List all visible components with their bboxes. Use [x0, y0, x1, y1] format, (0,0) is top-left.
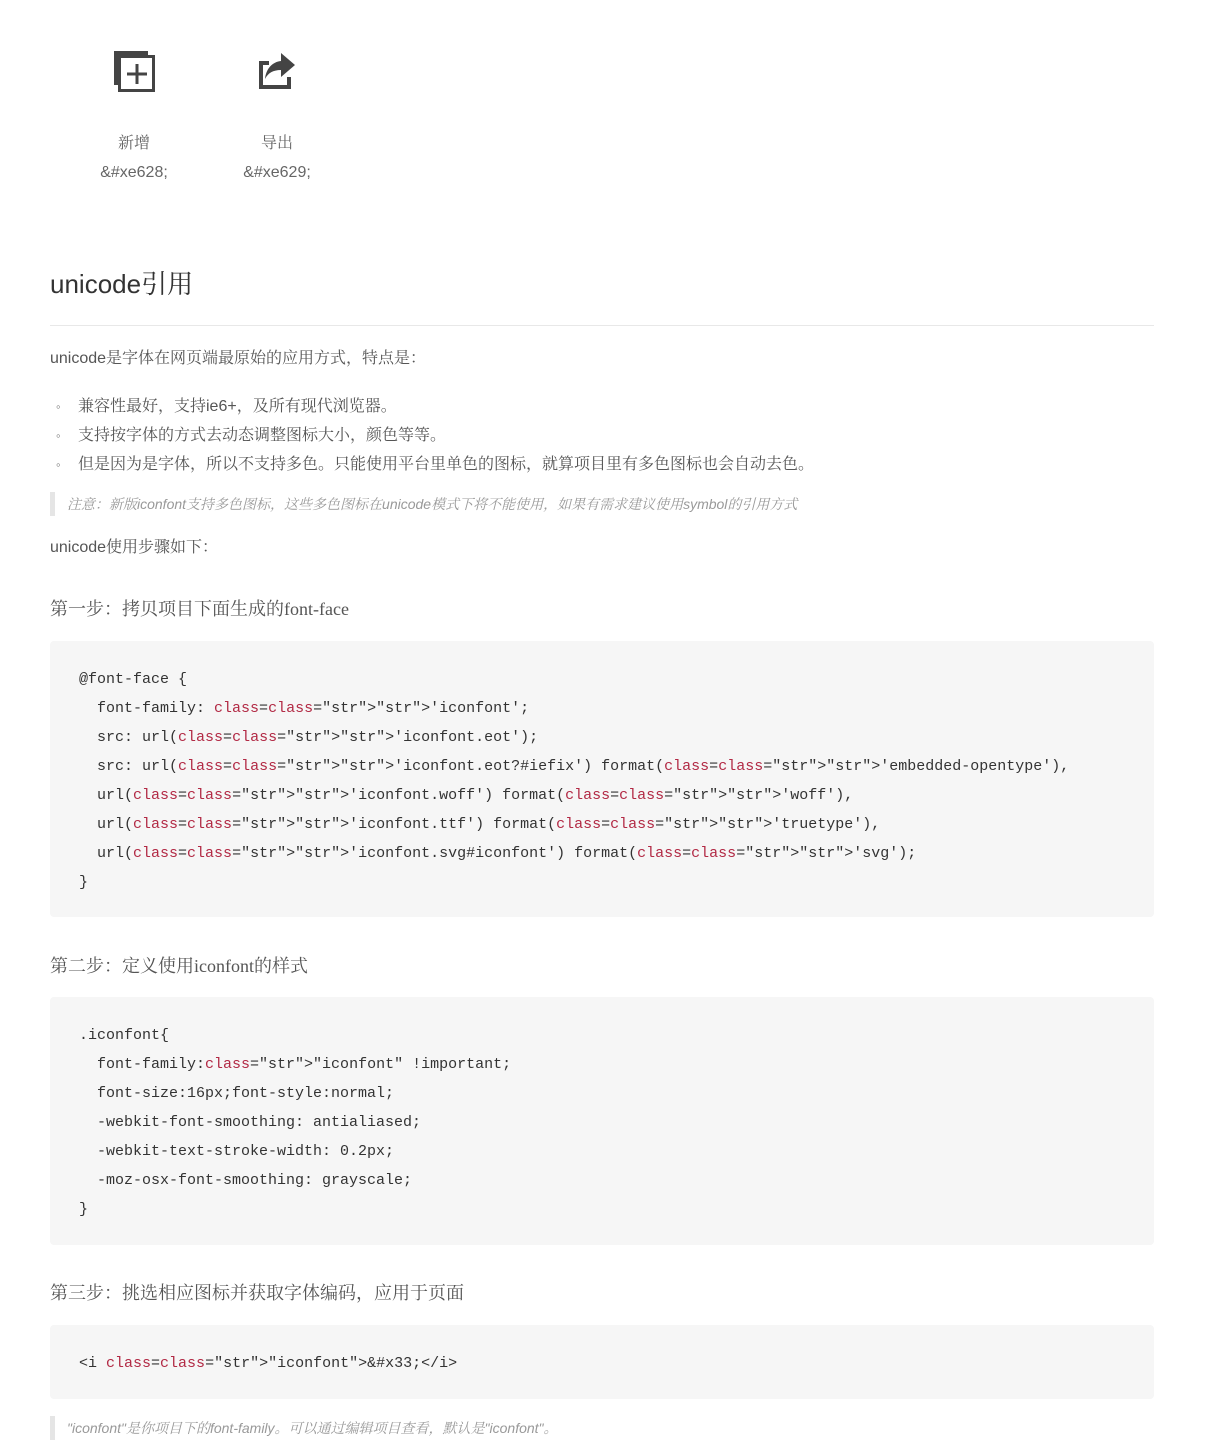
icon-card-add[interactable] — [64, 40, 204, 183]
code-line — [79, 839, 1154, 868]
code-text: font-family: class=class="str">"str">'iconfont'; — [79, 700, 530, 717]
list-item — [50, 421, 814, 450]
feature-list — [50, 392, 814, 479]
list-item — [50, 392, 814, 421]
icon-name: 新增 — [117, 135, 150, 152]
section-divider — [50, 325, 1154, 326]
fontface-code-block[interactable] — [50, 641, 1154, 917]
step-2-heading: 第二步：定义使用iconfont的样式 — [50, 956, 308, 976]
list-item-text: 支持按字体的方式去动态调整图标大小，颜色等等。 — [78, 427, 447, 444]
multicolor-note: 注意：新版iconfont支持多色图标，这些多色图标在unicode模式下将不能使用，如果有需求建议使用symbol的引用方式 — [50, 492, 797, 516]
code-text: url(class=class="str">"str">'iconfont.woff') format(class=class="str">"str">'woff'), — [79, 787, 854, 804]
code-text: url(class=class="str">"str">'iconfont.ttf') format(class=class="str">"str">'truetype'), — [79, 816, 881, 833]
code-line: -webkit-text-stroke-width: 0.2px; — [79, 1143, 395, 1160]
code-text: src: url(class=class="str">"str">'iconfont.eot?#iefix') format(class=class="str">"str">'embedded-opentype'), — [79, 758, 1070, 775]
code-line: font-size:16px;font-style:normal; — [79, 1085, 395, 1102]
icon-code: &#xe629; — [243, 164, 311, 181]
usage-code-block[interactable] — [50, 1325, 1154, 1399]
step-3-heading: 第三步：挑选相应图标并获取字体编码，应用于页面 — [50, 1283, 464, 1303]
code-line: .iconfont{ — [79, 1027, 170, 1044]
steps-intro: unicode使用步骤如下： — [50, 539, 219, 556]
section-title: unicode引用 — [50, 269, 194, 299]
list-item-text: 兼容性最好，支持ie6+，及所有现代浏览器。 — [78, 398, 397, 415]
bullet-mark: ◦ — [56, 399, 61, 414]
code-text: font-family:class="str">"iconfont" !important; — [79, 1056, 512, 1073]
icon-card-export[interactable] — [207, 40, 347, 183]
step-1-heading: 第一步：拷贝项目下面生成的font-face — [50, 599, 349, 619]
code-line — [79, 781, 1154, 810]
code-line — [79, 723, 1154, 752]
style-code-block[interactable] — [50, 997, 1154, 1245]
code-text: src: url(class=class="str">"str">'iconfont.eot'); — [79, 729, 539, 746]
code-text: url(class=class="str">"str">'iconfont.svg#iconfont') format(class=class="str">"str">'svg'); — [79, 845, 917, 862]
bullet-mark: ◦ — [56, 457, 61, 472]
list-item-text: 但是因为是字体，所以不支持多色。只能使用平台里单色的图标，就算项目里有多色图标也会自动去色。 — [78, 456, 815, 473]
code-line — [79, 810, 1154, 839]
code-line — [79, 1050, 1154, 1079]
intro-paragraph: unicode是字体在网页端最原始的应用方式，特点是： — [50, 350, 427, 367]
code-line — [79, 752, 1154, 781]
code-line: -moz-osx-font-smoothing: grayscale; — [79, 1172, 413, 1189]
code-line: } — [79, 1201, 89, 1218]
bullet-mark: ◦ — [56, 428, 61, 443]
icon-grid — [64, 40, 364, 200]
add-icon — [64, 40, 204, 102]
code-text: <i class=class="str">"iconfont">&#x33;</i> — [79, 1355, 458, 1372]
list-item — [50, 450, 814, 479]
font-family-note: "iconfont"是你项目下的font-family。可以通过编辑项目查看，默认是"iconfont"。 — [50, 1416, 558, 1440]
code-line — [79, 694, 1154, 723]
code-line: @font-face { — [79, 671, 188, 688]
icon-code: &#xe628; — [100, 164, 168, 181]
code-line: -webkit-font-smoothing: antialiased; — [79, 1114, 422, 1131]
code-line: } — [79, 874, 89, 891]
icon-name: 导出 — [260, 135, 293, 152]
export-icon — [207, 40, 347, 102]
code-line — [79, 1349, 1154, 1378]
